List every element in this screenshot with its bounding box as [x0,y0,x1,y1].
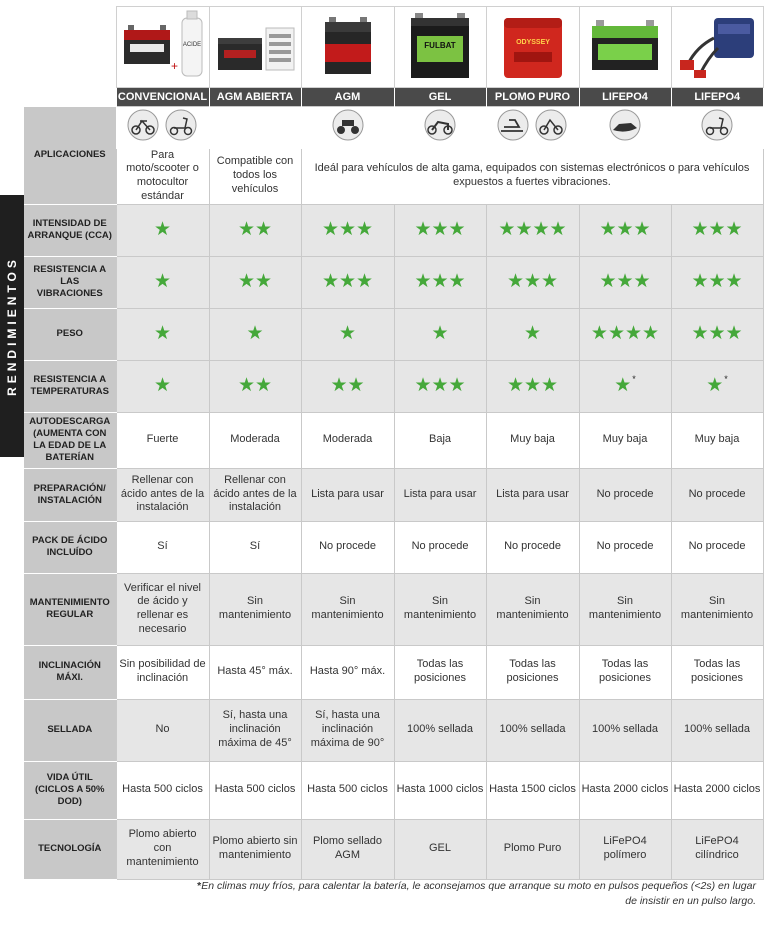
cell-vida: Hasta 2000 ciclos [671,761,763,819]
cell-pack: No procede [579,521,671,573]
jet-ski-icon [607,108,643,142]
cell-preparacion: Lista para usar [486,468,579,521]
cell-autodescarga: Baja [394,412,486,468]
row-label-autodescarga: AUTODESCARGA (AUMENTA CON LA EDAD DE LA BATERÍAN [24,412,116,468]
cell-vida: Hasta 500 ciclos [209,761,301,819]
cell-mantenimiento: Sin mantenimiento [579,573,671,645]
cell-sellada: Sí, hasta una inclinación máxima de 90° [301,699,394,761]
odyssey-brand-text: ODYSSEY [515,38,550,46]
sport-bike-icon [422,108,458,142]
row-inclinacion [24,645,763,699]
plus-sign: + [170,58,178,73]
side-band [0,195,24,457]
agm-open-battery-with-acid-pack-icon [212,8,298,82]
cell-pack: No procede [394,521,486,573]
cell-tecnologia: LiFePO4 cilíndrico [671,819,763,879]
aplicaciones-others: Ideál para vehículos de alta gama, equipados con sistemas electrónicos o para vehículos expuestos a fuertes vibraciones. [301,149,763,205]
stars-peso-2: ★ [301,308,394,360]
agm-battery-icon [305,8,391,82]
scooter-icon [166,110,196,140]
cell-autodescarga: Muy baja [579,412,671,468]
product-image-agm [301,7,394,88]
cell-autodescarga: Moderada [209,412,301,468]
stars-temperaturas-5: ★* [579,360,671,412]
cell-autodescarga: Muy baja [671,412,763,468]
aplicaciones-agm-abierta: Compatible con todos los vehículos [209,149,301,205]
cell-inclinacion: Todas las posiciones [486,645,579,699]
snowmobile-icon [498,110,528,140]
product-image-convencional [116,7,209,88]
vehicle-icons-conv [123,108,203,142]
corner-empty [24,7,116,88]
row-label-aplicaciones: APLICACIONES [24,107,116,205]
stars-temperaturas-3: ★★★ [394,360,486,412]
cell-vida: Hasta 1500 ciclos [486,761,579,819]
stars-arranque-0: ★ [116,204,209,256]
row-tecnologia [24,819,763,879]
row-mantenimiento [24,573,763,645]
cell-sellada: 100% sellada [579,699,671,761]
cell-autodescarga: Moderada [301,412,394,468]
gel-brand-text: FULBAT [424,40,456,50]
cell-vida: Hasta 500 ciclos [301,761,394,819]
cell-preparacion: No procede [671,468,763,521]
row-preparacion [24,468,763,521]
side-band-label: RENDIMIENTOS [5,256,20,396]
stars-temperaturas-1: ★★ [209,360,301,412]
cell-autodescarga: Muy baja [486,412,579,468]
asterisk-mark: * [724,374,728,385]
cell-preparacion: Lista para usar [394,468,486,521]
cell-inclinacion: Sin posibilidad de inclinación [116,645,209,699]
cell-vida: Hasta 1000 ciclos [394,761,486,819]
stars-vibraciones-4: ★★★ [486,256,579,308]
stars-arranque-3: ★★★ [394,204,486,256]
stars-peso-3: ★ [394,308,486,360]
star-row-arranque [24,204,763,256]
stars-vibraciones-0: ★ [116,256,209,308]
cell-tecnologia: Plomo abierto con mantenimiento [116,819,209,879]
comparison-table [24,6,764,880]
row-label-sellada: SELLADA [24,699,116,761]
conventional-battery-with-acid-bottle-icon [120,8,206,82]
star-row-vibraciones [24,256,763,308]
stars-peso-1: ★ [209,308,301,360]
cell-vida: Hasta 500 ciclos [116,761,209,819]
cell-sellada: 100% sellada [486,699,579,761]
vehicle-icons-plomo [493,108,573,142]
cell-tecnologia: LiFePO4 polímero [579,819,671,879]
stars-temperaturas-0: ★ [116,360,209,412]
row-label-arranque: INTENSIDAD DE ARRANQUE (CCA) [24,204,116,256]
product-image-agm-abierta [209,7,301,88]
cell-mantenimiento: Sin mantenimiento [394,573,486,645]
cell-preparacion: Lista para usar [301,468,394,521]
stars-peso-4: ★ [486,308,579,360]
cell-preparacion: No procede [579,468,671,521]
dirt-bike-icon [536,110,566,140]
cell-mantenimiento: Sin mantenimiento [671,573,763,645]
row-label-vida: VIDA ÚTIL (CICLOS A 50% DOD) [24,761,116,819]
footnote [196,879,756,909]
aplicaciones-icons-agm [301,107,394,149]
stars-arranque-5: ★★★ [579,204,671,256]
cell-autodescarga: Fuerte [116,412,209,468]
cell-sellada: Sí, hasta una inclinación máxima de 45° [209,699,301,761]
product-image-plomo-puro [486,7,579,88]
row-autodescarga [24,412,763,468]
cell-mantenimiento: Sin mantenimiento [301,573,394,645]
row-sellada [24,699,763,761]
stars-vibraciones-5: ★★★ [579,256,671,308]
aplicaciones-text-row [24,149,763,205]
row-label-pack: PACK DE ÁCIDO INCLUÍDO [24,521,116,573]
product-names-row [24,88,763,107]
cell-sellada: 100% sellada [394,699,486,761]
product-name-lifepo4-polymer: LIFEPO4 [579,88,671,107]
stars-temperaturas-4: ★★★ [486,360,579,412]
stars-temperaturas-2: ★★ [301,360,394,412]
stars-arranque-6: ★★★ [671,204,763,256]
asterisk-mark: * [632,374,636,385]
product-name-gel: GEL [394,88,486,107]
star-row-temperaturas [24,360,763,412]
cell-sellada: No [116,699,209,761]
aplicaciones-icons-row [24,107,763,149]
aplicaciones-icons-convencional [116,107,209,149]
cell-tecnologia: Plomo abierto sin mantenimiento [209,819,301,879]
cell-preparacion: Rellenar con ácido antes de la instalación [209,468,301,521]
cell-inclinacion: Todas las posiciones [579,645,671,699]
aplicaciones-icons-lifepo4-polymer [579,107,671,149]
row-label-mantenimiento: MANTENIMIENTO REGULAR [24,573,116,645]
stars-peso-6: ★★★ [671,308,763,360]
product-images-row [24,7,763,88]
stars-vibraciones-6: ★★★ [671,256,763,308]
cell-pack: No procede [301,521,394,573]
stars-temperaturas-6: ★* [671,360,763,412]
row-label-temperaturas: RESISTENCIA A TEMPERATURAS [24,360,116,412]
aplicaciones-convencional: Para moto/scooter o motocultor estándar [116,149,209,205]
cell-tecnologia: GEL [394,819,486,879]
footnote-mark: * [197,880,202,892]
row-label-preparacion: PREPARACIÓN/ INSTALACIÓN [24,468,116,521]
footnote-text: En climas muy fríos, para calentar la batería, le aconsejamos que arranque su moto en pulsos pequeños (<2s) en lugar de insistir en un pulso largo. [201,880,756,908]
cell-mantenimiento: Sin mantenimiento [486,573,579,645]
stars-vibraciones-1: ★★ [209,256,301,308]
product-image-gel [394,7,486,88]
cell-pack: Sí [209,521,301,573]
row-label-inclinacion: INCLINACIÓN MÁXI. [24,645,116,699]
cell-mantenimiento: Verificar el nivel de ácido y rellenar es necesario [116,573,209,645]
aplicaciones-icons-lifepo4-cylindrical [671,107,763,149]
moto-icon [128,110,158,140]
cell-inclinacion: Todas las posiciones [394,645,486,699]
aplicaciones-icons-plomo-puro [486,107,579,149]
cell-pack: No procede [486,521,579,573]
cell-tecnologia: Plomo Puro [486,819,579,879]
cell-inclinacion: Hasta 45° máx. [209,645,301,699]
stars-vibraciones-2: ★★★ [301,256,394,308]
cell-pack: No procede [671,521,763,573]
row-label-peso: PESO [24,308,116,360]
cell-preparacion: Rellenar con ácido antes de la instalación [116,468,209,521]
stars-arranque-2: ★★★ [301,204,394,256]
stars-vibraciones-3: ★★★ [394,256,486,308]
corner-empty-2 [24,88,116,107]
stars-peso-0: ★ [116,308,209,360]
product-name-plomo-puro: PLOMO PURO [486,88,579,107]
star-row-peso [24,308,763,360]
aplicaciones-icons-agm-abierta [209,107,301,149]
row-label-tecnologia: TECNOLOGÍA [24,819,116,879]
aplicaciones-icons-gel [394,107,486,149]
stars-arranque-1: ★★ [209,204,301,256]
product-image-lifepo4-cylindrical [671,7,763,88]
cell-tecnologia: Plomo sellado AGM [301,819,394,879]
pure-lead-battery-icon [490,8,576,82]
cell-vida: Hasta 2000 ciclos [579,761,671,819]
product-name-convencional: CONVENCIONAL [116,88,209,107]
cell-inclinacion: Hasta 90° máx. [301,645,394,699]
quad-icon [330,108,366,142]
stars-arranque-4: ★★★★ [486,204,579,256]
product-name-agm-abierta: AGM ABIERTA [209,88,301,107]
stars-peso-5: ★★★★ [579,308,671,360]
lithium-cylindrical-battery-with-cables-icon [674,8,760,82]
product-image-lifepo4-polymer [579,7,671,88]
row-label-vibraciones: RESISTENCIA A LAS VIBRACIONES [24,256,116,308]
gel-battery-icon [397,8,483,82]
cell-pack: Sí [116,521,209,573]
lithium-battery-green-icon [582,8,668,82]
cell-sellada: 100% sellada [671,699,763,761]
product-name-lifepo4-cylindrical: LIFEPO4 [671,88,763,107]
row-pack [24,521,763,573]
scooter-icon [699,108,735,142]
cell-mantenimiento: Sin mantenimiento [209,573,301,645]
row-vida [24,761,763,819]
acid-bottle-label: ACIDE [182,41,201,48]
cell-inclinacion: Todas las posiciones [671,645,763,699]
product-name-agm: AGM [301,88,394,107]
